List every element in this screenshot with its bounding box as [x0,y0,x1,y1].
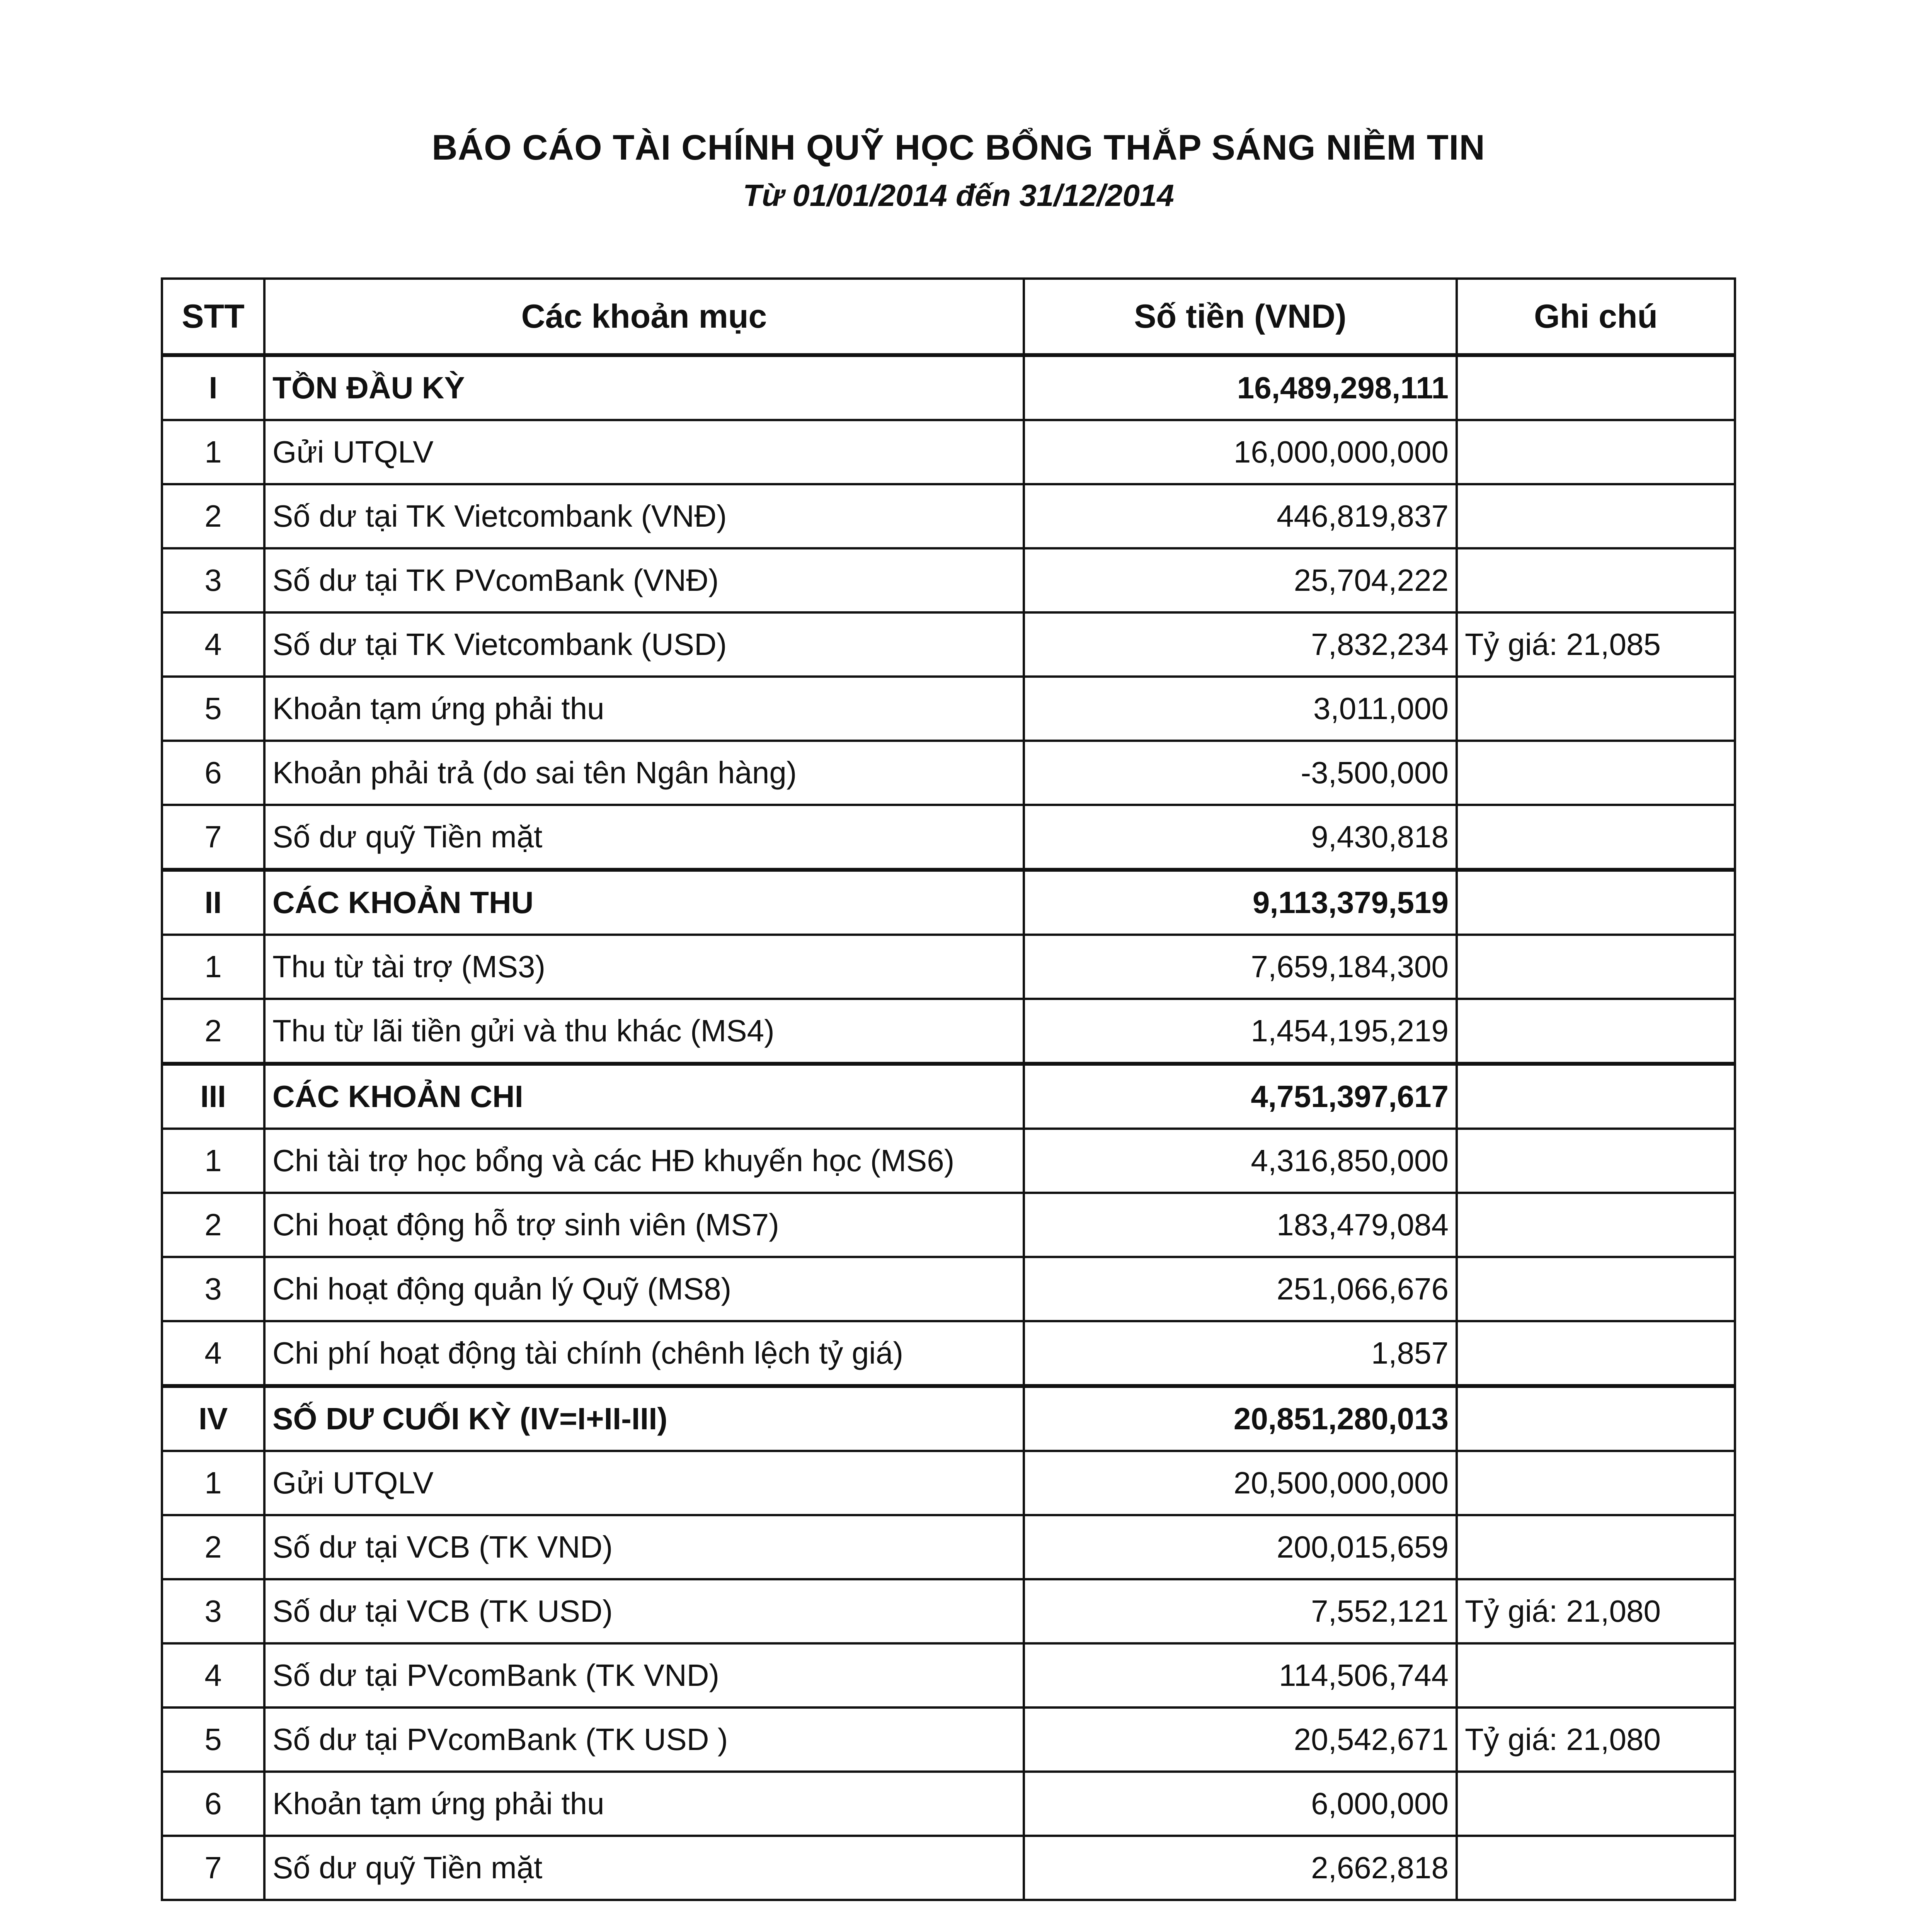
row-note [1457,1193,1735,1257]
row-stt: III [162,1064,264,1129]
row-item: Gửi UTQLV [264,420,1024,484]
table-row [162,420,1735,484]
row-note: Tỷ giá: 21,080 [1457,1579,1735,1643]
row-stt: 6 [162,741,264,805]
financial-table [161,277,1736,1901]
row-stt: 2 [162,1193,264,1257]
row-stt: 2 [162,999,264,1064]
table-row [162,999,1735,1064]
row-note [1457,484,1735,548]
row-item: Số dư quỹ Tiền mặt [264,805,1024,870]
table-row [162,677,1735,741]
row-stt: 6 [162,1772,264,1836]
row-item: Số dư tại TK Vietcombank (VNĐ) [264,484,1024,548]
table-row [162,805,1735,870]
table-row [162,935,1735,999]
row-amount: 16,489,298,111 [1024,355,1457,420]
row-note [1457,420,1735,484]
row-item: Số dư tại VCB (TK USD) [264,1579,1024,1643]
row-note [1457,1257,1735,1321]
row-item: Thu từ tài trợ (MS3) [264,935,1024,999]
row-item: Khoản tạm ứng phải thu [264,1772,1024,1836]
row-amount: 4,751,397,617 [1024,1064,1457,1129]
column-header-amount: Số tiền (VND) [1024,279,1457,355]
row-stt: IV [162,1386,264,1451]
row-note: Tỷ giá: 21,085 [1457,612,1735,677]
row-stt: 3 [162,1579,264,1643]
row-item: Chi phí hoạt động tài chính (chênh lệch tỷ giá) [264,1321,1024,1386]
row-amount: 25,704,222 [1024,548,1457,612]
row-stt: II [162,870,264,935]
table-row [162,1836,1735,1900]
row-amount: 183,479,084 [1024,1193,1457,1257]
row-item: Số dư tại PVcomBank (TK USD ) [264,1708,1024,1772]
table-row [162,1772,1735,1836]
row-amount: 1,454,195,219 [1024,999,1457,1064]
table-row [162,741,1735,805]
row-amount: 1,857 [1024,1321,1457,1386]
row-stt: 4 [162,1643,264,1708]
row-amount: 7,659,184,300 [1024,935,1457,999]
row-note [1457,1321,1735,1386]
table-row [162,1708,1735,1772]
row-item: Khoản phải trả (do sai tên Ngân hàng) [264,741,1024,805]
row-amount: 200,015,659 [1024,1515,1457,1579]
row-stt: 5 [162,1708,264,1772]
row-amount: 16,000,000,000 [1024,420,1457,484]
section-row [162,1386,1735,1451]
row-stt: 2 [162,1515,264,1579]
row-stt: 4 [162,1321,264,1386]
table-row [162,1193,1735,1257]
row-stt: 7 [162,805,264,870]
table-row [162,612,1735,677]
table-row [162,1579,1735,1643]
row-amount: 4,316,850,000 [1024,1129,1457,1193]
row-item: Số dư tại TK Vietcombank (USD) [264,612,1024,677]
row-amount: 2,662,818 [1024,1836,1457,1900]
column-header-item: Các khoản mục [264,279,1024,355]
row-note [1457,1451,1735,1515]
row-note [1457,548,1735,612]
row-item: CÁC KHOẢN THU [264,870,1024,935]
row-note [1457,677,1735,741]
row-amount: 9,430,818 [1024,805,1457,870]
row-stt: 1 [162,1129,264,1193]
row-note [1457,1064,1735,1129]
row-note [1457,999,1735,1064]
row-note [1457,1643,1735,1708]
section-row [162,870,1735,935]
row-stt: I [162,355,264,420]
report-title: BÁO CÁO TÀI CHÍNH QUỸ HỌC BỔNG THẮP SÁNG NIỀM TIN [432,128,1485,167]
row-item: Số dư tại PVcomBank (TK VND) [264,1643,1024,1708]
row-amount: 3,011,000 [1024,677,1457,741]
row-item: Chi hoạt động hỗ trợ sinh viên (MS7) [264,1193,1024,1257]
table-row [162,1451,1735,1515]
table-row [162,1515,1735,1579]
row-note [1457,870,1735,935]
row-item: Số dư tại TK PVcomBank (VNĐ) [264,548,1024,612]
row-amount: 114,506,744 [1024,1643,1457,1708]
row-stt: 1 [162,1451,264,1515]
table-row [162,548,1735,612]
row-note [1457,1129,1735,1193]
column-header-stt: STT [162,279,264,355]
row-item: CÁC KHOẢN CHI [264,1064,1024,1129]
table-row [162,484,1735,548]
row-amount: 6,000,000 [1024,1772,1457,1836]
row-item: Thu từ lãi tiền gửi và thu khác (MS4) [264,999,1024,1064]
row-stt: 3 [162,1257,264,1321]
row-note [1457,1386,1735,1451]
row-item: Gửi UTQLV [264,1451,1024,1515]
row-amount: -3,500,000 [1024,741,1457,805]
table-row [162,1257,1735,1321]
row-stt: 2 [162,484,264,548]
row-amount: 20,500,000,000 [1024,1451,1457,1515]
table-body [162,355,1735,1900]
row-stt: 1 [162,420,264,484]
row-note [1457,1772,1735,1836]
row-stt: 3 [162,548,264,612]
row-item: SỐ DƯ CUỐI KỲ (IV=I+II-III) [264,1386,1024,1451]
row-amount: 7,832,234 [1024,612,1457,677]
row-note [1457,741,1735,805]
table-header-row [162,279,1735,355]
row-stt: 1 [162,935,264,999]
row-note: Tỷ giá: 21,080 [1457,1708,1735,1772]
row-item: Khoản tạm ứng phải thu [264,677,1024,741]
section-row [162,355,1735,420]
report-period: Từ 01/01/2014 đến 31/12/2014 [743,178,1174,213]
row-stt: 5 [162,677,264,741]
row-stt: 4 [162,612,264,677]
row-note [1457,805,1735,870]
table-row [162,1321,1735,1386]
row-item: Chi hoạt động quản lý Quỹ (MS8) [264,1257,1024,1321]
table-row [162,1129,1735,1193]
row-amount: 251,066,676 [1024,1257,1457,1321]
row-note [1457,1515,1735,1579]
row-note [1457,355,1735,420]
row-amount: 9,113,379,519 [1024,870,1457,935]
table-row [162,1643,1735,1708]
row-amount: 20,542,671 [1024,1708,1457,1772]
row-item: Số dư quỹ Tiền mặt [264,1836,1024,1900]
row-item: TỒN ĐẦU KỲ [264,355,1024,420]
row-amount: 7,552,121 [1024,1579,1457,1643]
row-item: Chi tài trợ học bổng và các HĐ khuyến học (MS6) [264,1129,1024,1193]
row-item: Số dư tại VCB (TK VND) [264,1515,1024,1579]
column-header-note: Ghi chú [1457,279,1735,355]
row-amount: 446,819,837 [1024,484,1457,548]
row-amount: 20,851,280,013 [1024,1386,1457,1451]
row-stt: 7 [162,1836,264,1900]
row-note [1457,935,1735,999]
row-note [1457,1836,1735,1900]
section-row [162,1064,1735,1129]
